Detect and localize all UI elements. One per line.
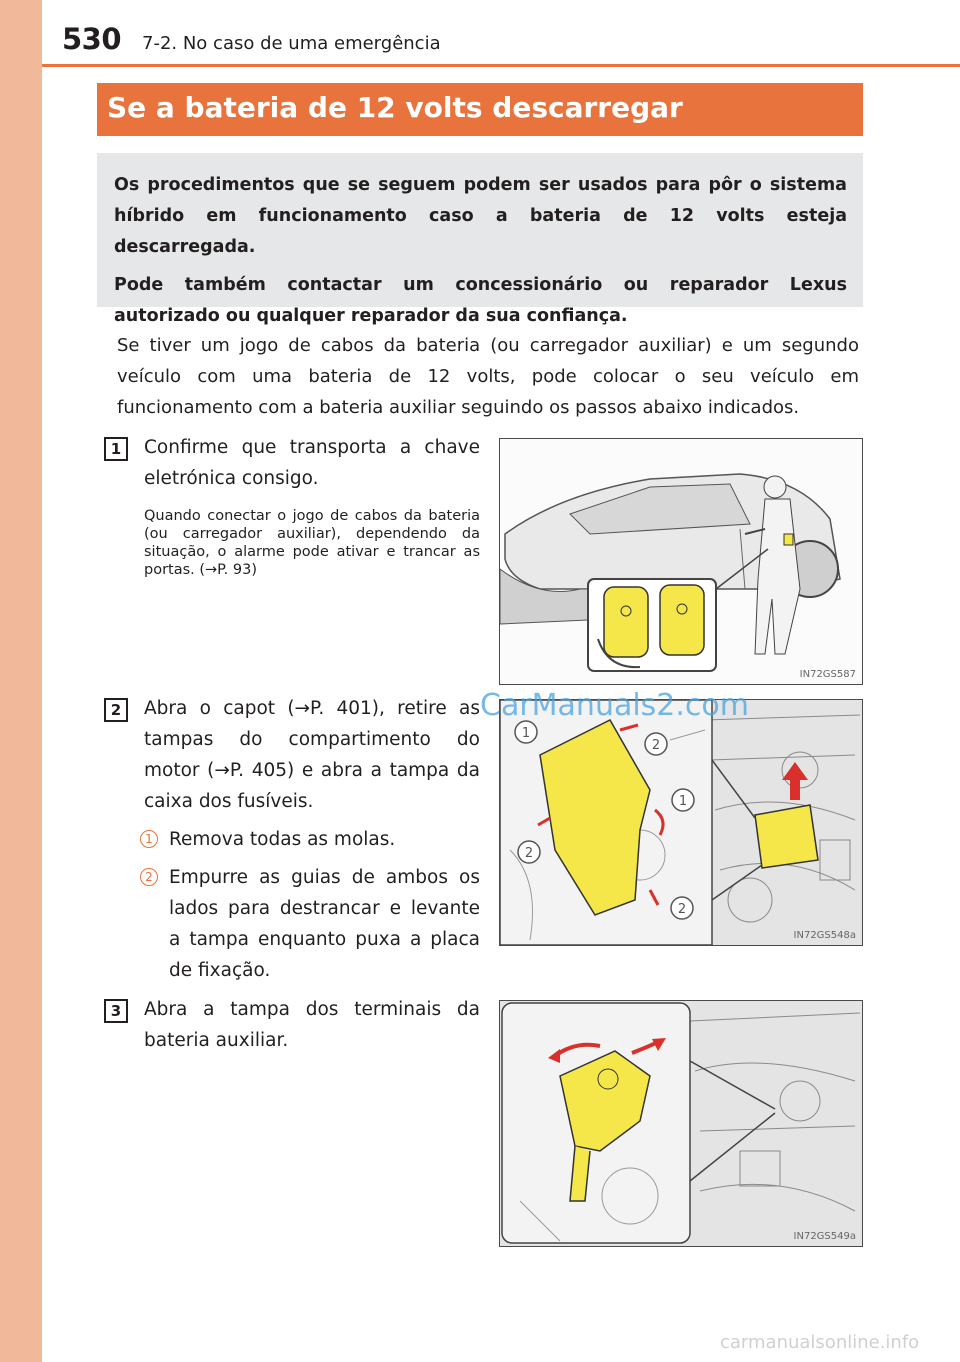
intro-box	[97, 153, 863, 326]
step-2-text: Abra o capot (→P. 401), retire as tampas do compartimento do motor (→P. 405) e abra a tampa da caixa dos fusíveis.	[144, 698, 480, 812]
step-1-text: Confirme que transporta a chave eletrónica consigo.	[144, 437, 480, 489]
substep-number-2: 2	[140, 868, 158, 886]
figure-terminal-cover	[499, 1000, 863, 1247]
step-3-text: Abra a tampa dos terminais da bateria auxiliar.	[144, 999, 480, 1051]
substep-number-1: 1	[140, 830, 158, 848]
figure-electronic-key-drawing	[500, 439, 862, 684]
substep-1-text: Remova todas as molas.	[169, 829, 396, 850]
step-number-1: 1	[104, 437, 128, 461]
callout-1b: 1	[678, 794, 688, 809]
figure-code-2: IN72GS548a	[793, 930, 856, 941]
page-number: 530	[62, 22, 122, 56]
callout-2b: 2	[524, 846, 534, 861]
figure-fuse-box-drawing	[500, 700, 862, 945]
substep-2-text: Empurre as guias de ambos os lados para destrancar e levante a tampa enquanto puxa a placa de fixação.	[169, 867, 480, 981]
header-rule	[42, 64, 960, 67]
chapter-title: 7-2. No caso de uma emergência	[142, 33, 441, 54]
callout-1a: 1	[521, 726, 531, 741]
figure-code-1: IN72GS587	[799, 669, 856, 680]
intro-paragraph-2: Pode também contactar um concessionário ou reparador Lexus autorizado ou qualquer reparador da sua confiança.	[114, 275, 847, 326]
watermark-top: CarManuals2.com	[480, 688, 750, 723]
step-number-2: 2	[104, 698, 128, 722]
figure-terminal-cover-drawing	[500, 1001, 862, 1246]
body-paragraph: Se tiver um jogo de cabos da bateria (ou carregador auxiliar) e um segundo veículo com uma bateria de 12 volts, pode colocar o seu veículo em funcionamento com a bateria auxiliar seguindo os passos abaixo indicados.	[117, 335, 859, 418]
figure-fuse-box	[499, 699, 863, 946]
callout-2c: 2	[677, 902, 687, 917]
section-title: Se a bateria de 12 volts descarregar	[97, 83, 863, 136]
watermark-bottom: carmanualsonline.info	[720, 1332, 920, 1353]
side-band	[0, 0, 42, 1362]
step-1-note: Quando conectar o jogo de cabos da bateria (ou carregador auxiliar), dependendo da situação, o alarme pode ativar e trancar as portas. (→P. 93)	[144, 508, 480, 578]
figure-electronic-key	[499, 438, 863, 685]
intro-paragraph-1: Os procedimentos que se seguem podem ser usados para pôr o sistema híbrido em funcionamento caso a bateria de 12 volts esteja descarregada.	[114, 175, 847, 257]
step-number-3: 3	[104, 999, 128, 1023]
callout-2a: 2	[651, 738, 661, 753]
figure-code-3: IN72GS549a	[793, 1231, 856, 1242]
